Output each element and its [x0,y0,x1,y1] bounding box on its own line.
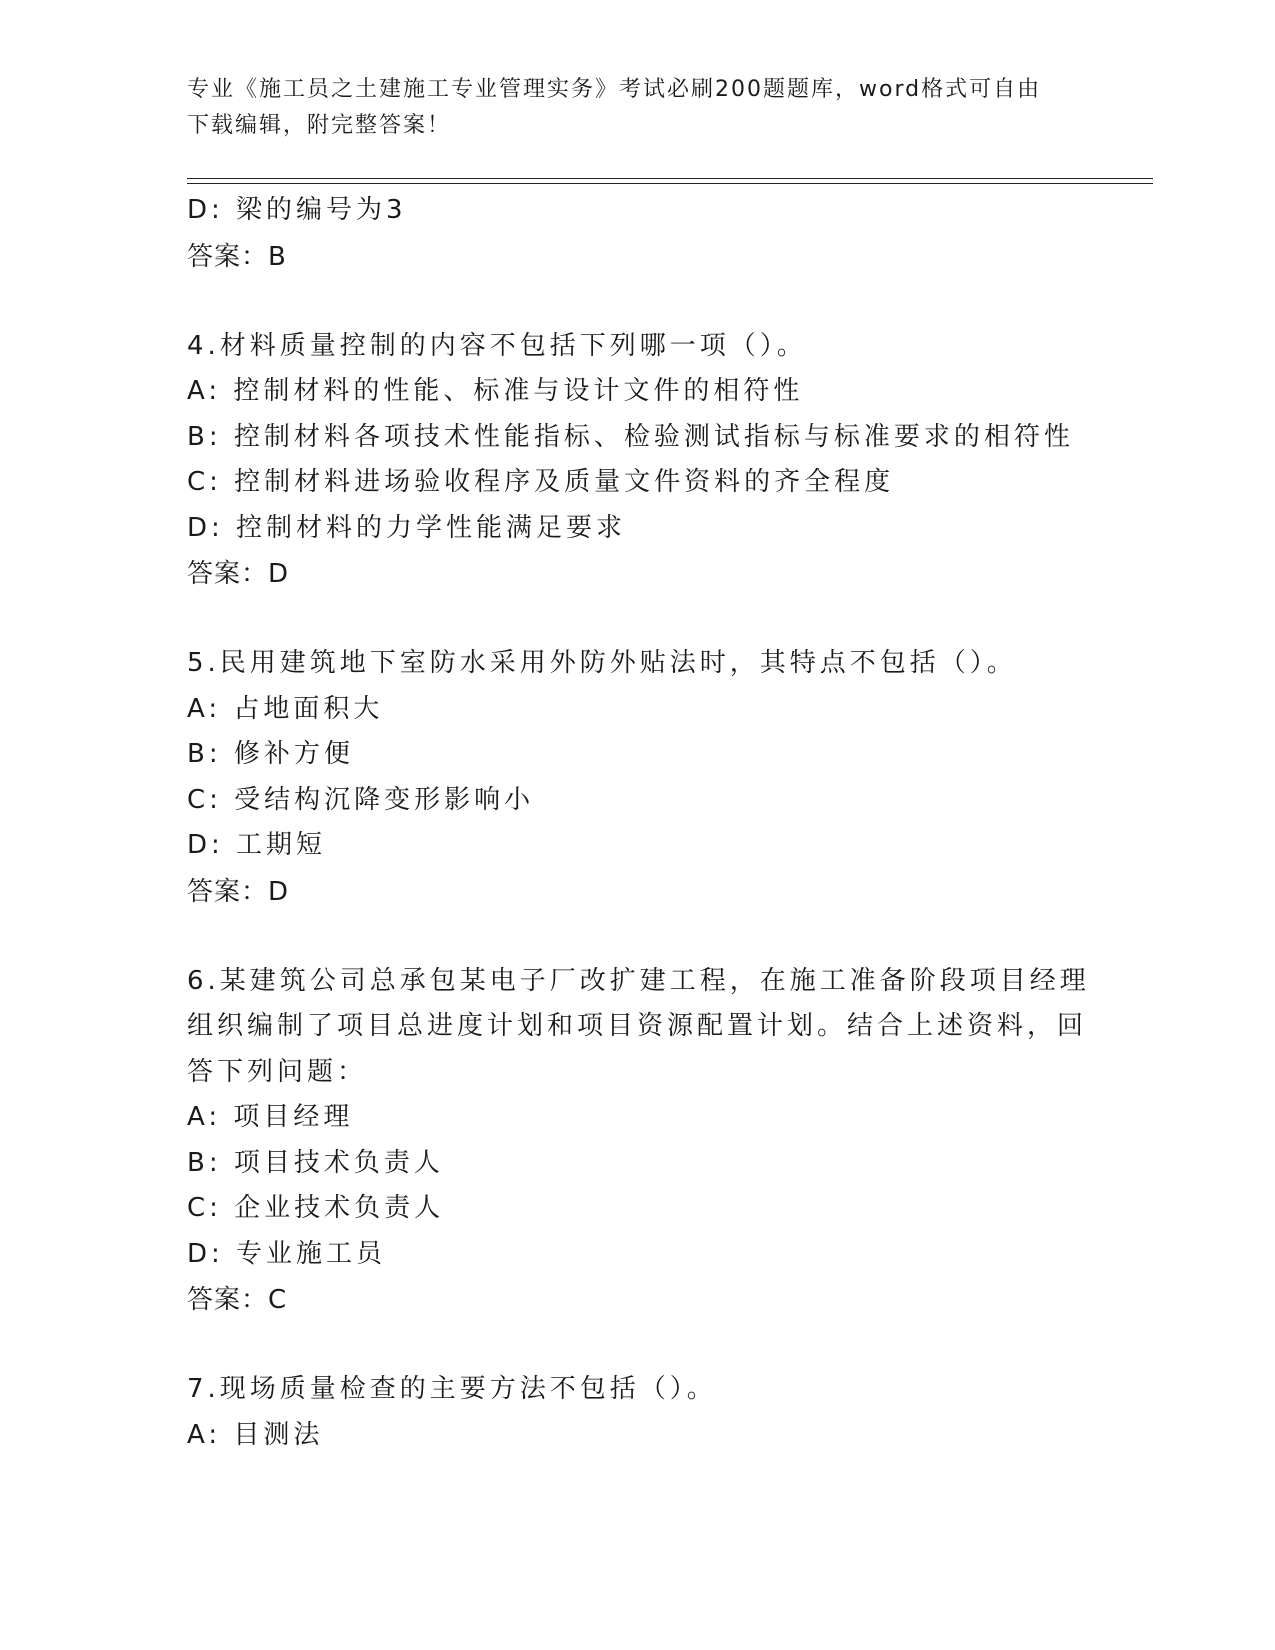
header-title-line-1: 专业《施工员之土建施工专业管理实务》考试必刷200题题库，word格式可自由 [187,77,1042,102]
option-d: D: 控制材料的力学性能满足要求 [187,512,627,543]
header-title-line-2: 下载编辑，附完整答案！ [187,113,452,138]
question-stem: 7.现场质量检查的主要方法不包括（）。 [187,1374,717,1404]
question-block-7 [187,1367,1087,1458]
option-a: A: 项目经理 [187,1102,354,1132]
document-header [187,72,1067,144]
header-divider-top [187,178,1153,179]
spacer [187,1323,1087,1367]
header-divider-bottom [187,183,1153,184]
option-c: C: 企业技术负责人 [187,1193,445,1223]
question-block-5 [187,641,1087,915]
spacer [187,280,1087,324]
question-block-4 [187,324,1087,598]
answer-line: 答案：B [187,241,287,272]
option-b: B: 控制材料各项技术性能指标、检验测试指标与标准要求的相符性 [187,421,1074,452]
question-stem: 6.某建筑公司总承包某电子厂改扩建工程，在施工准备阶段项目经理 [187,965,1090,996]
question-stem: 答下列问题： [187,1056,368,1087]
option-a: A: 控制材料的性能、标准与设计文件的相符性 [187,376,804,406]
spacer [187,915,1087,959]
option-a: A: 占地面积大 [187,693,384,724]
option-b: B: 项目技术负责人 [187,1147,444,1178]
answer-line: 答案：C [187,1285,288,1315]
question-stem: 组织编制了项目总进度计划和项目资源配置计划。结合上述资料，回 [187,1011,1088,1041]
option-d: D: 专业施工员 [187,1238,387,1269]
option-d: D: 梁的编号为3 [187,195,407,225]
option-d: D: 工期短 [187,830,327,860]
question-list [187,188,1090,1458]
option-c: C: 受结构沉降变形影响小 [187,784,535,815]
answer-line: 答案：D [187,559,290,589]
option-a: A: 目测法 [187,1419,324,1450]
question-stem: 5.民用建筑地下室防水采用外防外贴法时，其特点不包括（）。 [187,648,1017,678]
question-stem: 4.材料质量控制的内容不包括下列哪一项（）。 [187,330,807,361]
answer-line: 答案：D [187,876,290,907]
option-b: B: 修补方便 [187,739,354,769]
spacer [187,597,1087,641]
question-block-6 [187,959,1090,1324]
option-c: C: 控制材料进场验收程序及质量文件资料的齐全程度 [187,467,895,497]
